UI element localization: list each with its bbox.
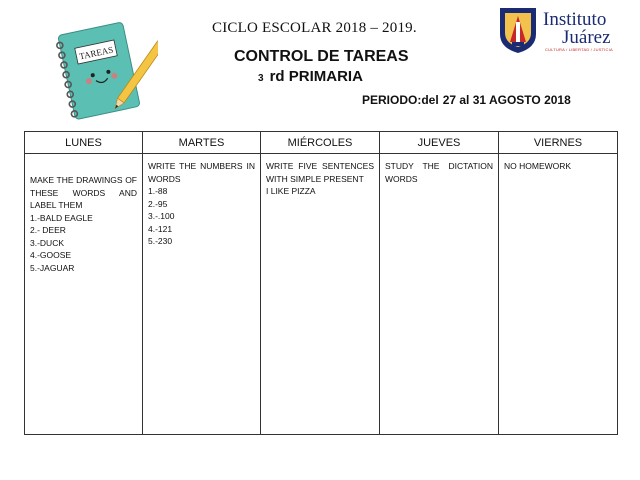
period-label — [362, 93, 571, 107]
homework-line: 5.-JAGUAR — [30, 262, 75, 273]
homework-line: 1.-BALD EAGLE — [30, 212, 93, 223]
homework-line: 1.-88 — [148, 186, 168, 196]
day-header-tuesday: MARTES — [143, 132, 261, 154]
homework-cell-thursday — [380, 154, 499, 435]
homework-cell-friday — [499, 154, 618, 435]
logo-name-line2: Juárez — [562, 27, 611, 48]
day-header-friday: VIERNES — [499, 132, 618, 154]
homework-line: MAKE THE DRAWINGS OF THESE WORDS AND LABEL THEM — [30, 175, 137, 210]
notebook-with-pencil-icon — [48, 16, 158, 126]
homework-cell-wednesday — [261, 154, 380, 435]
page-title: CONTROL DE TAREAS — [234, 48, 409, 65]
school-cycle: CICLO ESCOLAR 2018 – 2019. — [212, 20, 417, 36]
day-header-thursday: JUEVES — [380, 132, 499, 154]
school-logo — [496, 6, 630, 54]
homework-line: WRITE THE NUMBERS IN WORDS — [148, 161, 255, 184]
homework-cell-monday — [25, 154, 143, 435]
period-dates: 27 al 31 AGOSTO 2018 — [442, 93, 571, 107]
homework-line: I LIKE PIZZA — [266, 186, 316, 196]
logo-motto: CULTURA / LIBERTAD / JUSTICIA — [545, 47, 613, 52]
homework-line: NO HOMEWORK — [504, 161, 572, 171]
logo-name-line1: Instituto — [543, 9, 607, 30]
homework-line: STUDY THE DICTATION WORDS — [385, 161, 493, 184]
grade-label — [258, 68, 363, 85]
homework-table — [24, 131, 618, 435]
homework-line: 2.- DEER — [30, 225, 66, 235]
homework-cell-tuesday — [143, 154, 261, 435]
shield-icon — [496, 6, 540, 54]
day-header-wednesday: MIÉRCOLES — [261, 132, 380, 154]
day-header-monday: LUNES — [25, 132, 143, 154]
homework-row — [25, 154, 618, 435]
homework-line: 4.-121 — [148, 223, 173, 234]
notebook-label: TAREAS — [78, 44, 115, 62]
homework-line: 4.-GOOSE — [30, 250, 72, 260]
homework-line: WRITE FIVE SENTENCES WITH SIMPLE PRESENT — [266, 161, 374, 184]
grade-number: 3 — [258, 73, 264, 84]
homework-line: 3.-.100 — [148, 211, 175, 221]
header-row — [25, 132, 618, 154]
homework-line: 2.-95 — [148, 198, 168, 209]
homework-line: 3.-DUCK — [30, 237, 65, 248]
grade-text: rd PRIMARIA — [269, 68, 363, 85]
period-prefix: PERIODO:del — [362, 93, 439, 107]
homework-line: 5.-230 — [148, 236, 173, 246]
